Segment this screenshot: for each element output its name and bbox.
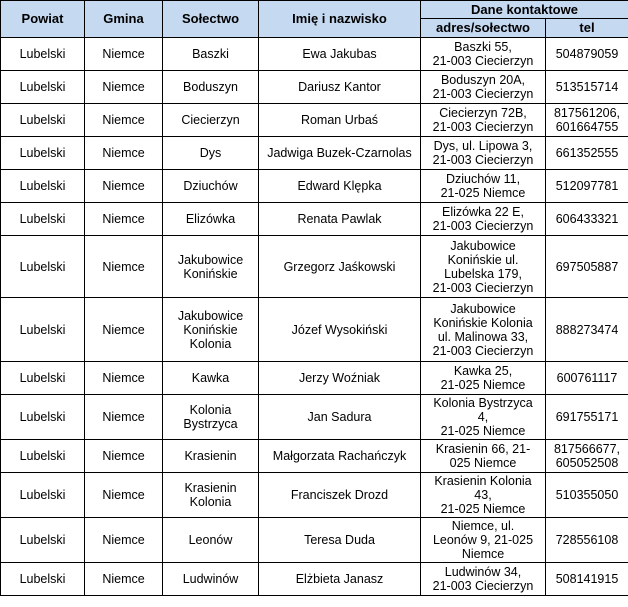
cell-tel (546, 203, 628, 236)
cell-tel-text: 817561206, 601664755 (553, 106, 621, 134)
cell-gmina-text: Niemce (102, 113, 145, 127)
cell-solectwo-text: Jakubowice Konińskie Kolonia (177, 308, 244, 351)
cell-powiat-text: Lubelski (19, 47, 66, 61)
cell-solectwo-text: Ludwinów (182, 572, 239, 586)
cell-address (421, 203, 546, 236)
cell-address (421, 236, 546, 298)
cell-gmina (85, 203, 163, 236)
cell-solectwo-text: Elizówka (185, 212, 236, 226)
cell-name-text: Roman Urbaś (300, 113, 379, 127)
cell-address-text: Boduszyn 20A, 21-003 Ciecierzyn (432, 73, 534, 101)
cell-tel-text: 513515714 (555, 80, 619, 94)
cell-solectwo-text: Kolonia Bystrzyca (183, 403, 238, 431)
cell-name (259, 440, 421, 473)
cell-solectwo (163, 395, 259, 440)
cell-solectwo (163, 104, 259, 137)
cell-name-text: Renata Pawlak (297, 212, 382, 226)
cell-address (421, 518, 546, 563)
cell-powiat-text: Lubelski (19, 113, 66, 127)
table-row (1, 440, 628, 473)
header-adres-solectwo: adres/sołectwo (421, 19, 546, 38)
cell-address (421, 170, 546, 203)
cell-name-text: Edward Klępka (297, 179, 382, 193)
table-header (1, 1, 628, 38)
cell-solectwo (163, 518, 259, 563)
cell-address-text: Jakubowice Konińskie Kolonia ul. Malinowa 33, 21-003 Ciecierzyn (432, 301, 534, 358)
cell-name-text: Franciszek Drozd (290, 488, 389, 502)
cell-gmina-text: Niemce (102, 179, 145, 193)
cell-powiat-text: Lubelski (19, 488, 66, 502)
cell-solectwo (163, 38, 259, 71)
table-row (1, 38, 628, 71)
cell-tel (546, 38, 628, 71)
table-row (1, 298, 628, 362)
table-row (1, 137, 628, 170)
cell-tel (546, 563, 628, 596)
cell-tel-text: 504879059 (555, 47, 619, 61)
header-tel: tel (546, 19, 628, 38)
cell-address (421, 473, 546, 518)
table-row (1, 170, 628, 203)
table-row (1, 395, 628, 440)
cell-tel-text: 817566677, 605052508 (553, 442, 621, 470)
cell-address-text: Kolonia Bystrzyca 4, 21-025 Niemce (433, 396, 533, 438)
cell-solectwo-text: Kawka (191, 371, 230, 385)
cell-powiat (1, 440, 85, 473)
cell-tel (546, 362, 628, 395)
cell-powiat (1, 71, 85, 104)
cell-gmina (85, 563, 163, 596)
cell-solectwo-text: Ciecierzyn (181, 113, 240, 127)
cell-tel-text: 512097781 (555, 179, 619, 193)
header-powiat: Powiat (1, 1, 85, 38)
cell-address (421, 71, 546, 104)
header-imie-nazwisko: Imię i nazwisko (259, 1, 421, 38)
cell-address-text: Krasienin Kolonia 43, 21-025 Niemce (434, 474, 532, 516)
cell-name (259, 518, 421, 563)
cell-powiat (1, 362, 85, 395)
cell-gmina-text: Niemce (102, 322, 145, 337)
cell-solectwo (163, 203, 259, 236)
cell-tel-text: 600761117 (556, 371, 618, 385)
cell-powiat (1, 203, 85, 236)
cell-solectwo-text: Dziuchów (183, 179, 238, 193)
cell-name-text: Jan Sadura (307, 410, 372, 424)
cell-powiat-text: Lubelski (19, 371, 66, 385)
cell-name (259, 170, 421, 203)
cell-gmina-text: Niemce (102, 47, 145, 61)
cell-name (259, 71, 421, 104)
cell-address (421, 362, 546, 395)
cell-gmina (85, 170, 163, 203)
cell-tel-text: 888273474 (555, 322, 619, 337)
cell-address (421, 563, 546, 596)
cell-name-text: Jadwiga Buzek-Czarnolas (267, 146, 412, 160)
cell-powiat-text: Lubelski (19, 449, 66, 463)
cell-gmina-text: Niemce (102, 146, 145, 160)
cell-powiat (1, 236, 85, 298)
table-row (1, 71, 628, 104)
cell-address-text: Niemce, ul. Leonów 9, 21-025 Niemce (432, 519, 534, 561)
cell-address-text: Baszki 55, 21-003 Ciecierzyn (432, 40, 534, 68)
cell-gmina-text: Niemce (102, 371, 145, 385)
cell-name (259, 298, 421, 362)
cell-address-text: Ludwinów 34, 21-003 Ciecierzyn (432, 565, 534, 593)
cell-address-text: Kawka 25, 21-025 Niemce (440, 364, 526, 392)
cell-solectwo (163, 236, 259, 298)
cell-name (259, 104, 421, 137)
header-gmina: Gmina (85, 1, 163, 38)
cell-powiat-text: Lubelski (19, 533, 66, 547)
cell-address (421, 38, 546, 71)
cell-name (259, 395, 421, 440)
table-row (1, 518, 628, 563)
cell-solectwo-text: Baszki (192, 47, 229, 61)
cell-name-text: Jerzy Woźniak (298, 371, 381, 385)
cell-tel-text: 728556108 (555, 533, 619, 547)
cell-powiat (1, 563, 85, 596)
cell-solectwo (163, 440, 259, 473)
cell-address-text: Krasienin 66, 21- 025 Niemce (435, 442, 531, 470)
cell-powiat-text: Lubelski (19, 322, 66, 337)
cell-gmina-text: Niemce (102, 410, 145, 424)
cell-solectwo-text: Jakubowice Konińskie (177, 252, 244, 281)
cell-address (421, 395, 546, 440)
cell-gmina (85, 362, 163, 395)
cell-address (421, 104, 546, 137)
cell-powiat (1, 137, 85, 170)
cell-name-text: Grzegorz Jaśkowski (283, 259, 396, 274)
cell-gmina (85, 518, 163, 563)
cell-powiat-text: Lubelski (19, 259, 66, 274)
cell-name-text: Józef Wysokiński (291, 322, 388, 337)
cell-solectwo-text: Krasienin Kolonia (184, 481, 237, 509)
cell-gmina (85, 104, 163, 137)
cell-gmina-text: Niemce (102, 212, 145, 226)
cell-gmina-text: Niemce (102, 533, 145, 547)
cell-name (259, 236, 421, 298)
table-row (1, 563, 628, 596)
cell-powiat (1, 518, 85, 563)
cell-tel (546, 71, 628, 104)
cell-tel (546, 298, 628, 362)
cell-name (259, 203, 421, 236)
table-row (1, 473, 628, 518)
cell-solectwo (163, 71, 259, 104)
cell-powiat-text: Lubelski (19, 179, 66, 193)
cell-powiat (1, 298, 85, 362)
cell-gmina-text: Niemce (102, 488, 145, 502)
cell-gmina (85, 473, 163, 518)
cell-name (259, 563, 421, 596)
cell-powiat (1, 38, 85, 71)
cell-powiat-text: Lubelski (19, 146, 66, 160)
table-body (1, 38, 628, 596)
cell-tel (546, 395, 628, 440)
table-row (1, 236, 628, 298)
table-row (1, 362, 628, 395)
cell-tel-text: 661352555 (555, 146, 619, 160)
cell-name (259, 137, 421, 170)
cell-tel (546, 104, 628, 137)
cell-gmina (85, 440, 163, 473)
cell-solectwo-text: Boduszyn (183, 80, 238, 94)
cell-gmina (85, 236, 163, 298)
cell-powiat (1, 104, 85, 137)
cell-tel (546, 137, 628, 170)
cell-tel-text: 697505887 (555, 259, 619, 274)
cell-gmina (85, 71, 163, 104)
cell-solectwo (163, 137, 259, 170)
cell-powiat (1, 395, 85, 440)
cell-address-text: Jakubowice Konińskie ul. Lubelska 179, 21-003 Ciecierzyn (432, 238, 534, 295)
table-row (1, 104, 628, 137)
cell-gmina (85, 298, 163, 362)
cell-address (421, 440, 546, 473)
cell-solectwo-text: Krasienin (184, 449, 237, 463)
cell-solectwo (163, 362, 259, 395)
cell-gmina-text: Niemce (102, 449, 145, 463)
cell-tel-text: 510355050 (555, 488, 619, 502)
cell-name-text: Ewa Jakubas (302, 47, 377, 61)
cell-tel (546, 473, 628, 518)
cell-gmina-text: Niemce (102, 259, 145, 274)
cell-address (421, 298, 546, 362)
cell-tel-text: 508141915 (555, 572, 619, 586)
cell-solectwo-text: Leonów (188, 533, 233, 547)
cell-solectwo (163, 473, 259, 518)
cell-gmina (85, 395, 163, 440)
cell-name (259, 38, 421, 71)
cell-gmina-text: Niemce (102, 572, 145, 586)
cell-solectwo (163, 563, 259, 596)
cell-tel-text: 606433321 (555, 212, 619, 226)
cell-address-text: Elizówka 22 E, 21-003 Ciecierzyn (432, 205, 534, 233)
cell-name-text: Małgorzata Rachańczyk (272, 449, 407, 463)
cell-powiat-text: Lubelski (19, 410, 66, 424)
cell-tel (546, 236, 628, 298)
cell-name (259, 362, 421, 395)
cell-address-text: Dziuchów 11, 21-025 Niemce (440, 172, 526, 200)
cell-tel (546, 170, 628, 203)
cell-address-text: Dys, ul. Lipowa 3, 21-003 Ciecierzyn (432, 139, 534, 167)
cell-powiat (1, 170, 85, 203)
cell-powiat (1, 473, 85, 518)
header-dane-kontaktowe: Dane kontaktowe (421, 1, 628, 19)
cell-solectwo-text: Dys (199, 146, 222, 160)
cell-tel (546, 518, 628, 563)
cell-name-text: Teresa Duda (304, 533, 375, 547)
cell-gmina (85, 137, 163, 170)
header-solectwo: Sołectwo (163, 1, 259, 38)
cell-solectwo (163, 170, 259, 203)
cell-name-text: Dariusz Kantor (298, 80, 381, 94)
cell-tel (546, 440, 628, 473)
cell-tel-text: 691755171 (555, 410, 619, 424)
cell-address (421, 137, 546, 170)
table-row (1, 203, 628, 236)
cell-powiat-text: Lubelski (19, 572, 66, 586)
cell-gmina-text: Niemce (102, 80, 145, 94)
cell-solectwo (163, 298, 259, 362)
cell-address-text: Ciecierzyn 72B, 21-003 Ciecierzyn (432, 106, 534, 134)
cell-name (259, 473, 421, 518)
cell-powiat-text: Lubelski (19, 212, 66, 226)
cell-name-text: Elżbieta Janasz (295, 572, 384, 586)
cell-powiat-text: Lubelski (19, 80, 66, 94)
cell-gmina (85, 38, 163, 71)
